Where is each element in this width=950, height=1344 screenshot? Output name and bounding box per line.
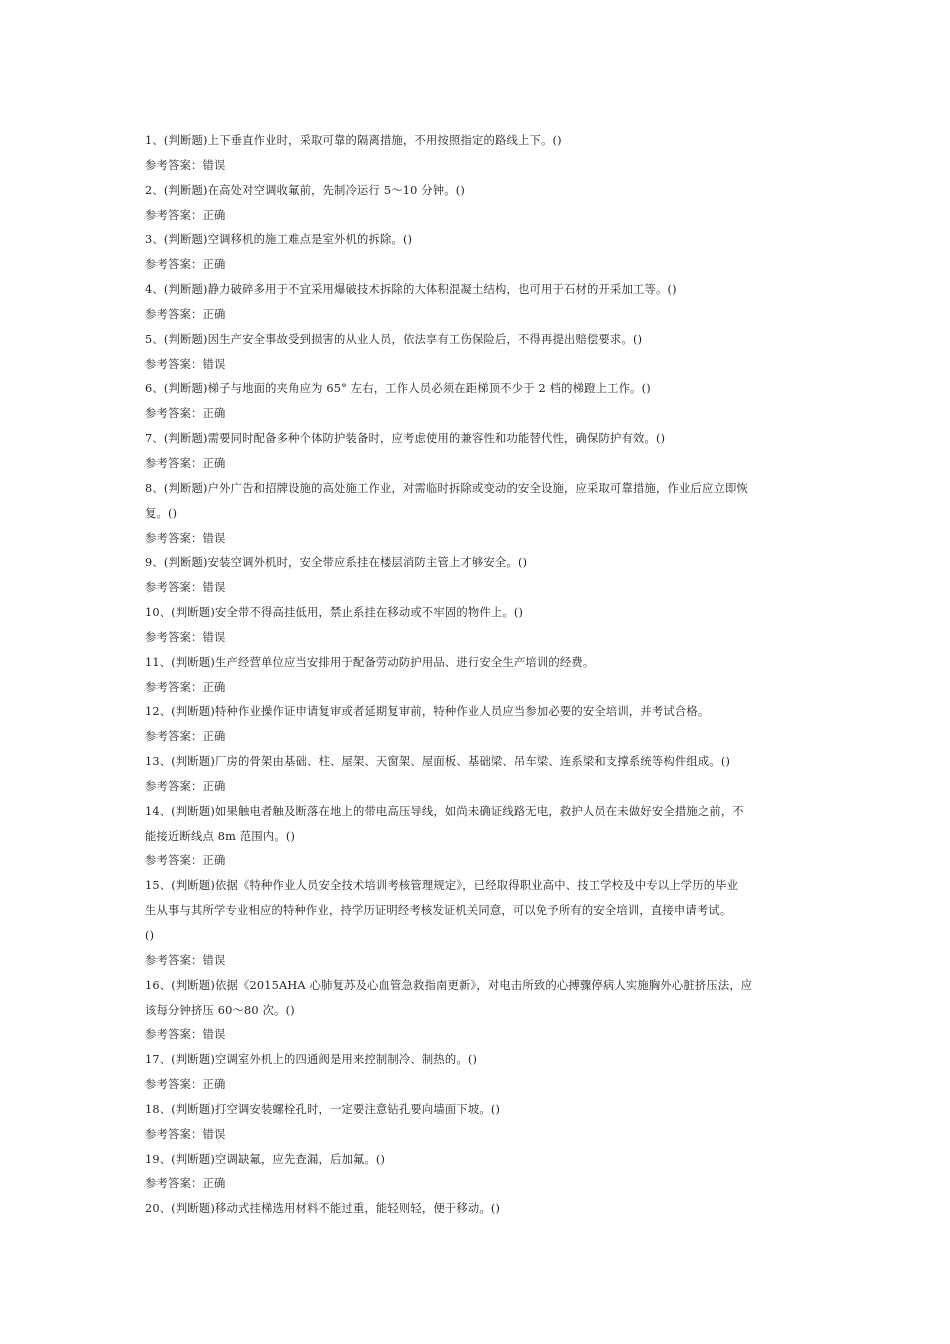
question-text: 复。()	[145, 506, 178, 520]
question-item	[145, 700, 810, 750]
question-item	[145, 1048, 810, 1098]
question-item	[145, 228, 810, 278]
answer-text: 参考答案：错误	[145, 531, 226, 545]
question-text: 能接近断线点 8m 范围内。()	[145, 829, 296, 843]
answer-text: 参考答案：正确	[145, 456, 226, 470]
answer-text: 参考答案：错误	[145, 1127, 226, 1141]
answer-text: 参考答案：正确	[145, 1177, 226, 1191]
answer-text: 参考答案：正确	[145, 258, 226, 272]
question-item	[145, 750, 810, 800]
question-text: 17、(判断题)空调室外机上的四通阀是用来控制制冷、制热的。()	[145, 1053, 478, 1067]
question-text: 19、(判断题)空调缺氟，应先查漏，后加氟。()	[145, 1152, 386, 1166]
question-text: 1、(判断题)上下垂直作业时，采取可靠的隔离措施，不用按照指定的路线上下。()	[145, 134, 562, 147]
answer-text: 参考答案：正确	[145, 680, 226, 694]
question-text: 8、(判断题)户外广告和招牌设施的高处施工作业，对需临时拆除或变动的安全设施，应采取可靠措施，作业后应立即恢	[145, 481, 748, 495]
answer-text: 参考答案：错误	[145, 158, 226, 172]
question-item	[145, 377, 810, 427]
question-text: 7、(判断题)需要同时配备多种个体防护装备时，应考虑使用的兼容性和功能替代性，确保防护有效。()	[145, 432, 666, 446]
question-text: 该每分钟挤压 60～80 次。()	[145, 1003, 295, 1017]
question-text: 5、(判断题)因生产安全事故受到损害的从业人员，依法享有工伤保险后，不得再提出赔偿要求。()	[145, 332, 643, 346]
question-item	[145, 179, 810, 229]
question-item	[145, 477, 810, 552]
question-text: 18、(判断题)打空调安装螺栓孔时，一定要注意钻孔要向墙面下坡。()	[145, 1102, 501, 1116]
question-item	[145, 278, 810, 328]
question-text: 生从事与其所学专业相应的特种作业，持学历证明经考核发证机关同意，可以免予所有的安全培训，直接申请考试。	[145, 904, 732, 918]
question-text: 6、(判断题)梯子与地面的夹角应为 65° 左右，工作人员必须在距梯顶不少于 2 档的梯蹬上工作。()	[145, 382, 651, 396]
question-text: 16、(判断题)依据《2015AHA 心肺复苏及心血管急救指南更新》，对电击所致的心搏骤停病人实施胸外心脏挤压法，应	[145, 978, 753, 992]
question-text: 10、(判断题)安全带不得高挂低用，禁止系挂在移动或不牢固的物件上。()	[145, 606, 524, 620]
question-text: 14、(判断题)如果触电者触及断落在地上的带电高压导线，如尚未确证线路无电，救护人员在未做好安全措施之前，不	[145, 804, 744, 818]
answer-text: 参考答案：错误	[145, 581, 226, 595]
answer-text: 参考答案：正确	[145, 730, 226, 744]
question-text: 2、(判断题)在高处对空调收氟前，先制冷运行 5～10 分钟。()	[145, 183, 465, 197]
answer-text: 参考答案：错误	[145, 1028, 226, 1042]
question-item	[145, 651, 810, 701]
question-item	[145, 800, 810, 875]
answer-text: 参考答案：正确	[145, 407, 226, 421]
question-text: 20、(判断题)移动式挂梯选用材料不能过重，能轻则轻，便于移动。()	[145, 1202, 501, 1216]
question-text: 3、(判断题)空调移机的施工难点是室外机的拆除。()	[145, 233, 413, 247]
question-text: 9、(判断题)安装空调外机时，安全带应系挂在楼层消防主管上才够安全。()	[145, 556, 528, 570]
answer-text: 参考答案：正确	[145, 307, 226, 321]
question-item	[145, 1197, 810, 1222]
answer-text: 参考答案：正确	[145, 1078, 226, 1092]
question-text: 12、(判断题)特种作业操作证申请复审或者延期复审前，特种作业人员应当参加必要的安全培训，并考试合格。	[145, 705, 710, 719]
question-item	[145, 427, 810, 477]
question-item	[145, 974, 810, 1049]
question-item	[145, 551, 810, 601]
answer-text: 参考答案：错误	[145, 953, 226, 967]
answer-text: 参考答案：正确	[145, 854, 226, 868]
question-list	[145, 129, 810, 1222]
answer-text: 参考答案：错误	[145, 630, 226, 644]
question-text: 4、(判断题)静力破碎多用于不宜采用爆破技术拆除的大体积混凝土结构，也可用于石材的开采加工等。()	[145, 283, 677, 297]
answer-text: 参考答案：正确	[145, 208, 226, 222]
question-item	[145, 129, 810, 179]
question-text: ()	[145, 929, 155, 942]
question-item	[145, 601, 810, 651]
question-text: 15、(判断题)依据《特种作业人员安全技术培训考核管理规定》，已经取得职业高中、技工学校及中专以上学历的毕业	[145, 879, 739, 893]
question-item	[145, 1148, 810, 1198]
question-item	[145, 1098, 810, 1148]
question-text: 11、(判断题)生产经营单位应当安排用于配备劳动防护用品、进行安全生产培训的经费。	[145, 655, 595, 669]
question-item	[145, 328, 810, 378]
answer-text: 参考答案：正确	[145, 779, 226, 793]
question-item	[145, 874, 810, 973]
answer-text: 参考答案：错误	[145, 357, 226, 371]
question-text: 13、(判断题)厂房的骨架由基础、柱、屋架、天窗架、屋面板、基础梁、吊车梁、连系梁和支撑系统等构件组成。()	[145, 755, 731, 769]
